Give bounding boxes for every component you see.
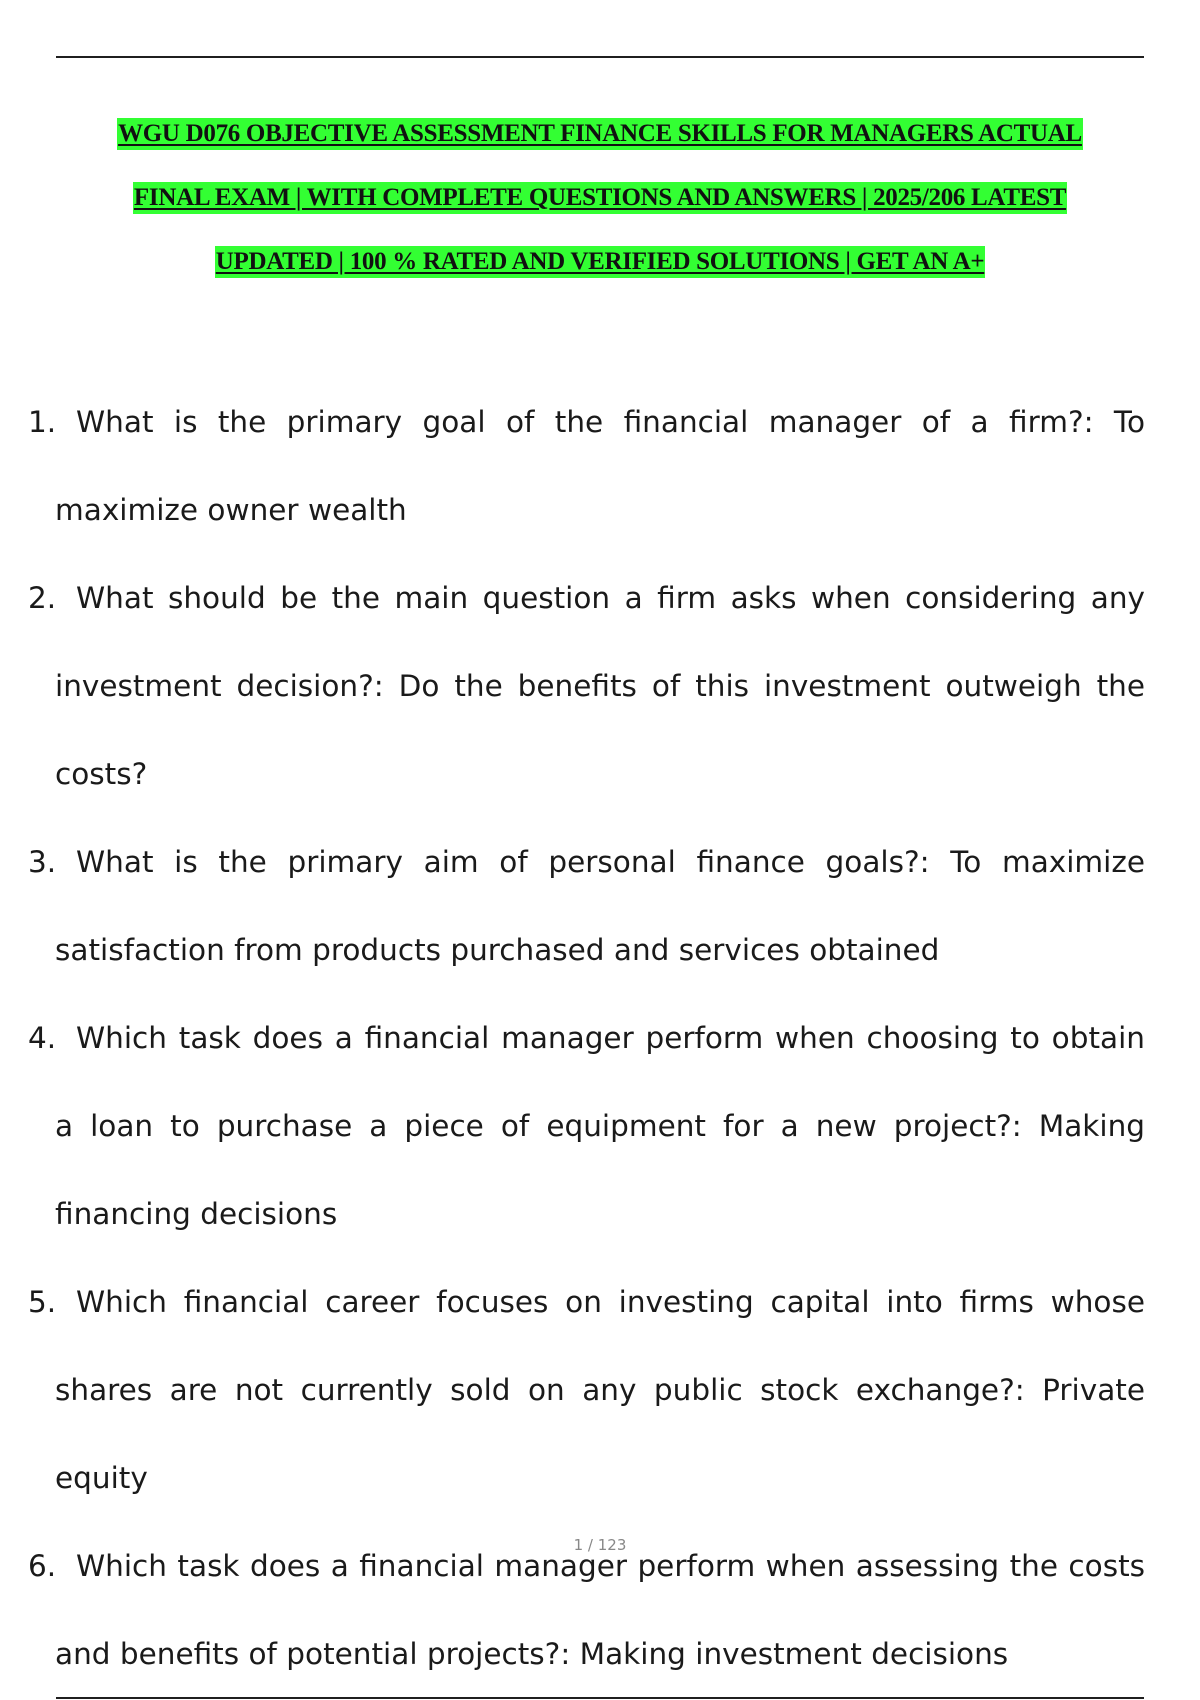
top-divider <box>56 56 1144 58</box>
title-line-1-text: WGU D076 OBJECTIVE ASSESSMENT FINANCE SKILLS FOR MANAGERS ACTUAL <box>117 118 1083 150</box>
title-line-2 <box>0 176 1200 240</box>
question-answer-list <box>0 378 1200 1698</box>
item-text: What is the primary goal of the financial manager of a firm?: To maximize owner wealth <box>55 405 1145 527</box>
bottom-divider <box>56 1697 1144 1699</box>
list-item <box>0 378 1145 554</box>
item-number: 3. <box>28 845 57 879</box>
list-item <box>0 994 1145 1258</box>
item-text: Which financial career focuses on investing capital into firms whose shares are not currently sold on any public stock exchange?: Private equity <box>55 1285 1145 1495</box>
document-title <box>0 112 1200 304</box>
title-line-1 <box>0 112 1200 176</box>
item-number: 2. <box>28 581 57 615</box>
item-text: What is the primary aim of personal finance goals?: To maximize satisfaction from products purchased and services obtained <box>55 845 1145 967</box>
item-number: 5. <box>28 1285 57 1319</box>
list-item <box>0 818 1145 994</box>
item-number: 6. <box>28 1549 57 1583</box>
item-number: 4. <box>28 1021 57 1055</box>
title-line-3-text: UPDATED | 100 % RATED AND VERIFIED SOLUTIONS | GET AN A+ <box>215 246 986 278</box>
title-line-2-text: FINAL EXAM | WITH COMPLETE QUESTIONS AND ANSWERS | 2025/206 LATEST <box>133 182 1067 214</box>
list-item <box>0 554 1145 818</box>
item-number: 1. <box>28 405 57 439</box>
title-line-3 <box>0 240 1200 304</box>
item-text: Which task does a financial manager perform when assessing the costs and benefits of potential projects?: Making investment decisions <box>55 1549 1145 1671</box>
page-number: 1 / 123 <box>573 1536 627 1554</box>
list-item <box>0 1258 1145 1522</box>
item-text: Which task does a financial manager perform when choosing to obtain a loan to purchase a piece of equipment for a new project?: Making financing decisions <box>55 1021 1145 1231</box>
item-text: What should be the main question a firm asks when considering any investment decision?: Do the benefits of this investment outweigh the costs? <box>55 581 1145 791</box>
